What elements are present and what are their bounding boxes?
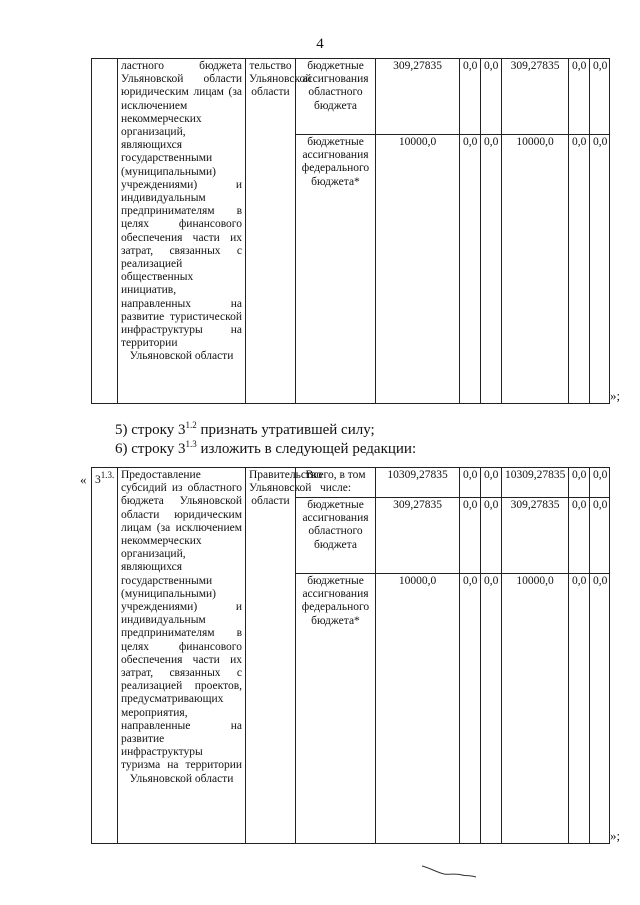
executor-cell: тельство Ульяновской области — [246, 59, 296, 404]
total-amount: 10000,0 — [376, 574, 460, 844]
page-number: 4 — [316, 36, 324, 52]
paragraph-5: 5) строку $3^{1.2}$ признать утратившей силу; — [115, 420, 375, 438]
year-value: 0,0 — [569, 574, 590, 844]
row-number-cell: $3^{1.3.}$ — [92, 468, 118, 844]
signature-mark — [420, 862, 480, 880]
year-value: 0,0 — [569, 135, 590, 404]
budget-table-continued — [91, 58, 610, 404]
funding-source: бюджетные ассигнования областного бюджета — [296, 498, 376, 574]
year-value: 0,0 — [460, 59, 481, 135]
year-value: 0,0 — [460, 135, 481, 404]
year-value: 0,0 — [460, 498, 481, 574]
budget-table-new — [91, 467, 610, 844]
year-value: 309,27835 — [502, 59, 569, 135]
closing-quote: »; — [610, 828, 621, 843]
funding-source: бюджетные ассигнования федерального бюджета* — [296, 574, 376, 844]
year-value: 0,0 — [481, 574, 502, 844]
measure-description: Предоставление субсидий из областного бюджета Ульяновской области юридическим лицам (за исключением некоммерческих организаций, являющихся государственными (муниципальными) учреждениями) и индивидуальным предпринимателям в целях финансового обеспечения части их затрат, связанных с реализацией проектов, предусматривающих мероприятия, направленные на развитие инфраструктуры туризма на территории Ульяновской области — [118, 468, 246, 844]
year-value: 0,0 — [590, 59, 610, 135]
year-value: 0,0 — [460, 468, 481, 498]
year-value: 0,0 — [460, 574, 481, 844]
paragraph-6: 6) строку $3^{1.3}$ изложить в следующей редакции: — [115, 439, 417, 457]
year-value: 0,0 — [569, 59, 590, 135]
funding-source: бюджетные ассигнования областного бюджета — [296, 59, 376, 135]
year-value: 0,0 — [590, 468, 610, 498]
year-value: 0,0 — [481, 498, 502, 574]
year-value: 0,0 — [569, 468, 590, 498]
closing-quote: »; — [610, 388, 621, 403]
year-value: 0,0 — [481, 59, 502, 135]
year-value: 0,0 — [590, 135, 610, 404]
year-value: 10000,0 — [502, 574, 569, 844]
funding-source: бюджетные ассигнования федерального бюджета* — [296, 135, 376, 404]
year-value: 10000,0 — [502, 135, 569, 404]
year-value: 10309,27835 — [502, 468, 569, 498]
executor-cell: Правительство Ульяновской области — [246, 468, 296, 844]
measure-description: ластного бюджета Ульяновской области юридическим лицам (за исключением некоммерческих организаций, являющихся государственными (муниципальными) учреждениями) и индивидуальным предпринимателям в целях финансового обеспечения части их затрат, связанных с реализацией общественных инициатив, направленных на развитие туристической инфраструктуры на территории Ульяновской области — [118, 59, 246, 404]
total-amount: 309,27835 — [376, 59, 460, 135]
year-value: 0,0 — [481, 135, 502, 404]
total-amount: 10309,27835 — [376, 468, 460, 498]
year-value: 0,0 — [590, 498, 610, 574]
year-value: 0,0 — [481, 468, 502, 498]
year-value: 0,0 — [569, 498, 590, 574]
opening-quote: « — [80, 472, 87, 487]
year-value: 309,27835 — [502, 498, 569, 574]
total-amount: 10000,0 — [376, 135, 460, 404]
total-amount: 309,27835 — [376, 498, 460, 574]
funding-source: Всего, в том числе: — [296, 468, 376, 498]
row-number-cell — [92, 59, 118, 404]
year-value: 0,0 — [590, 574, 610, 844]
